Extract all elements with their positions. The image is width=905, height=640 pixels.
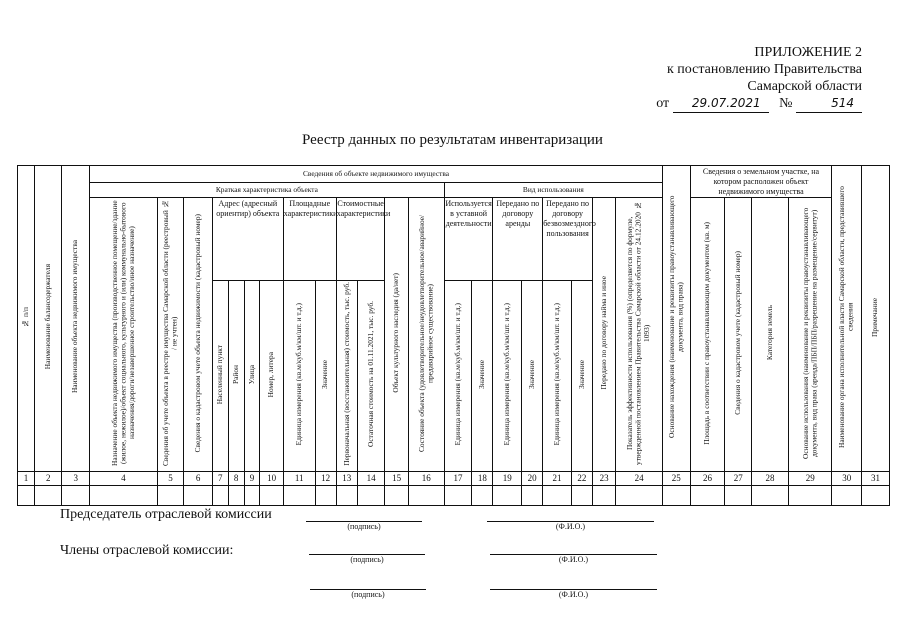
member2-name-field[interactable]: (Ф.И.О.) bbox=[490, 589, 657, 602]
appendix-date-line bbox=[622, 95, 862, 113]
chairman-signature-field[interactable]: (подпись) bbox=[306, 521, 422, 534]
col-header-20: Значение bbox=[522, 280, 543, 471]
empty-cell[interactable] bbox=[90, 485, 158, 505]
col-header-26: Площадь в соответствии с правоустанавливающим документом (кв. м) bbox=[690, 198, 725, 472]
col-number: 26 bbox=[690, 471, 725, 485]
empty-cell[interactable] bbox=[336, 485, 357, 505]
col-header-15: Объект культурного наследия (да/нет) bbox=[385, 198, 408, 472]
empty-cell[interactable] bbox=[315, 485, 336, 505]
document-title: Реестр данных по результатам инвентаризации bbox=[302, 132, 603, 148]
col-header-30: Наименование органа исполнительной власти Самарской области, представившего сведения bbox=[832, 166, 862, 472]
empty-cell[interactable] bbox=[357, 485, 385, 505]
empty-cell[interactable] bbox=[472, 485, 493, 505]
col-header-27: Сведения о кадастровом учете (кадастровый номер) bbox=[725, 198, 751, 472]
empty-cell[interactable] bbox=[244, 485, 260, 505]
col-header-9: Улица bbox=[244, 280, 260, 471]
col-header-25: Основание нахождения (наименование и реквизиты правоустанавливающего документа, вид права) bbox=[663, 166, 691, 472]
member1-name-field[interactable]: (Ф.И.О.) bbox=[490, 554, 657, 567]
col-number: 2 bbox=[34, 471, 62, 485]
col-header-12: Значение bbox=[315, 280, 336, 471]
group-address: Адрес (адресный ориентир) объекта bbox=[212, 198, 283, 281]
number-value: 514 bbox=[796, 95, 862, 113]
col-header-17: Единица измерения (кв.м/куб.м/км/шт. и т.д.) bbox=[444, 280, 472, 471]
empty-cell[interactable] bbox=[571, 485, 592, 505]
number-prefix: № bbox=[779, 96, 793, 111]
empty-cell[interactable] bbox=[157, 485, 183, 505]
col-header-2: Наименование балансодержателя bbox=[34, 166, 62, 472]
col-header-29: Основание использования (наименование и реквизиты правоустанавливающего документа, вид права (аренда/ПБП/ПБП/разрешение на размещение/сервитут) bbox=[789, 198, 832, 472]
empty-cell[interactable] bbox=[212, 485, 228, 505]
col-number: 30 bbox=[832, 471, 862, 485]
col-number: 3 bbox=[62, 471, 90, 485]
empty-cell[interactable] bbox=[616, 485, 663, 505]
group-object-info: Сведения об объекте недвижимого имущества bbox=[90, 166, 663, 183]
col-number: 5 bbox=[157, 471, 183, 485]
appendix-block bbox=[622, 44, 862, 113]
empty-cell[interactable] bbox=[385, 485, 408, 505]
col-number: 28 bbox=[751, 471, 788, 485]
empty-cell[interactable] bbox=[725, 485, 751, 505]
col-number: 31 bbox=[862, 471, 890, 485]
col-number: 23 bbox=[592, 471, 615, 485]
col-header-8: Район bbox=[228, 280, 244, 471]
empty-cell[interactable] bbox=[690, 485, 725, 505]
col-header-4: Назначение объекта недвижимого имущества (производственное помещение/здание (жилое, нежилое)/объект социального, культурного и (или) коммунально-бытового назначения/дороги/незавершенное строительство/иное назначение) bbox=[90, 198, 158, 472]
empty-cell[interactable] bbox=[260, 485, 283, 505]
empty-cell[interactable] bbox=[789, 485, 832, 505]
col-header-22: Значение bbox=[571, 280, 592, 471]
chairman-name-field[interactable]: (Ф.И.О.) bbox=[487, 521, 654, 534]
col-number: 16 bbox=[408, 471, 444, 485]
col-header-6: Сведения о кадастровом учете объекта недвижимости (кадастровый номер) bbox=[184, 198, 213, 472]
empty-cell[interactable] bbox=[408, 485, 444, 505]
col-header-18: Значение bbox=[472, 280, 493, 471]
col-number: 29 bbox=[789, 471, 832, 485]
col-number: 19 bbox=[493, 471, 522, 485]
col-number: 8 bbox=[228, 471, 244, 485]
empty-cell[interactable] bbox=[184, 485, 213, 505]
col-number: 20 bbox=[522, 471, 543, 485]
col-number: 24 bbox=[616, 471, 663, 485]
members-label: Члены отраслевой комиссии: bbox=[60, 543, 234, 558]
group-area: Площадные характеристики bbox=[283, 198, 336, 281]
col-number: 22 bbox=[571, 471, 592, 485]
col-number: 6 bbox=[184, 471, 213, 485]
col-number: 13 bbox=[336, 471, 357, 485]
group-brief: Краткая характеристика объекта bbox=[90, 182, 445, 197]
empty-cell[interactable] bbox=[62, 485, 90, 505]
empty-cell[interactable] bbox=[751, 485, 788, 505]
group-used-activity: Используется в уставной деятельности bbox=[444, 198, 493, 281]
col-number: 4 bbox=[90, 471, 158, 485]
empty-cell[interactable] bbox=[444, 485, 472, 505]
empty-cell[interactable] bbox=[18, 485, 35, 505]
appendix-subtitle: к постановлению Правительства bbox=[666, 62, 862, 77]
col-number: 7 bbox=[212, 471, 228, 485]
group-usage: Вид использования bbox=[444, 182, 662, 197]
empty-cell[interactable] bbox=[522, 485, 543, 505]
col-header-10: Номер, литера bbox=[260, 280, 283, 471]
table-row bbox=[18, 485, 890, 505]
col-header-31: Примечание bbox=[862, 166, 890, 472]
empty-cell[interactable] bbox=[862, 485, 890, 505]
col-number: 15 bbox=[385, 471, 408, 485]
register-table bbox=[17, 165, 890, 506]
chairman-label: Председатель отраслевой комиссии bbox=[60, 507, 272, 522]
empty-cell[interactable] bbox=[543, 485, 572, 505]
empty-cell[interactable] bbox=[283, 485, 315, 505]
group-free-use: Передано по договору безвозмездного пользования bbox=[543, 198, 593, 281]
group-cost: Стоимостные характеристики bbox=[336, 198, 385, 281]
col-header-28: Категория земель bbox=[751, 198, 788, 472]
col-header-13: Первоначальная (восстановительная) стоимость, тыс. руб. bbox=[336, 280, 357, 471]
appendix-region: Самарской области bbox=[747, 79, 862, 94]
empty-cell[interactable] bbox=[34, 485, 62, 505]
col-number: 1 bbox=[18, 471, 35, 485]
group-land-info: Сведения о земельном участке, на котором расположен объект недвижимого имущества bbox=[690, 166, 832, 198]
col-header-14: Остаточная стоимость на 01.11.2021, тыс. руб. bbox=[357, 280, 385, 471]
member2-signature-field[interactable]: (подпись) bbox=[310, 589, 426, 602]
col-header-16: Состояние объекта (удовлетворительное/неудовлетворительное/аварийное/предаварийное существование) bbox=[408, 198, 444, 472]
col-header-1: № п/п bbox=[18, 166, 35, 472]
col-number: 18 bbox=[472, 471, 493, 485]
date-prefix: от bbox=[656, 96, 670, 111]
col-number: 10 bbox=[260, 471, 283, 485]
empty-cell[interactable] bbox=[592, 485, 615, 505]
col-header-21: Единица измерения (кв.м/куб.м/км/шт. и т.д.) bbox=[543, 280, 572, 471]
col-header-5: Сведения об учете объекта в реестре имущества Самарской области (реестровый № / не учтен) bbox=[157, 198, 183, 472]
col-number: 25 bbox=[663, 471, 691, 485]
col-header-11: Единица измерения (кв.м/куб.м/км/шт. и т.д.) bbox=[283, 280, 315, 471]
empty-cell[interactable] bbox=[663, 485, 691, 505]
col-number: 14 bbox=[357, 471, 385, 485]
col-number: 17 bbox=[444, 471, 472, 485]
member1-signature-field[interactable]: (подпись) bbox=[309, 554, 425, 567]
col-header-7: Населенный пункт bbox=[212, 280, 228, 471]
col-number: 21 bbox=[543, 471, 572, 485]
empty-cell[interactable] bbox=[493, 485, 522, 505]
col-number: 27 bbox=[725, 471, 751, 485]
col-number: 9 bbox=[244, 471, 260, 485]
col-header-19: Единица измерения (кв.м/куб.м/км/шт. и т.д.) bbox=[493, 280, 522, 471]
col-number: 12 bbox=[315, 471, 336, 485]
date-value: 29.07.2021 bbox=[673, 95, 769, 113]
appendix-title: ПРИЛОЖЕНИЕ 2 bbox=[754, 45, 862, 60]
col-header-23: Передано по договору найма и иное bbox=[592, 198, 615, 472]
col-header-3: Наименование объекта недвижимого имущества bbox=[62, 166, 90, 472]
empty-cell[interactable] bbox=[228, 485, 244, 505]
empty-cell[interactable] bbox=[832, 485, 862, 505]
col-number: 11 bbox=[283, 471, 315, 485]
col-header-24: Показатель эффективности использования (%) (определяется по формуле, утвержденной постановлением Правительства Самарской области от 24.12.2020 № 1093) bbox=[616, 198, 663, 472]
group-lease: Передано по договору аренды bbox=[493, 198, 543, 281]
